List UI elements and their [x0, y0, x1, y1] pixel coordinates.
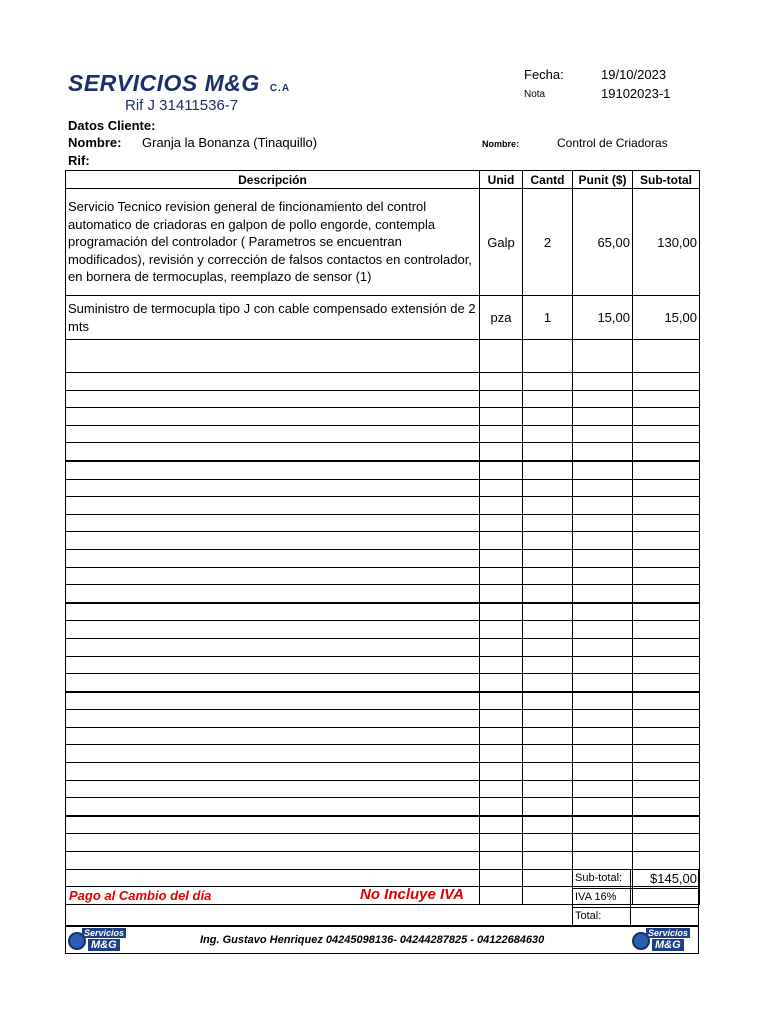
- invoice-footer: [65, 869, 699, 926]
- empty-cell: [523, 443, 573, 461]
- total-label: Total:: [572, 907, 631, 926]
- client-name-label: Nombre:: [68, 135, 122, 150]
- total-value: [632, 907, 699, 926]
- empty-cell: [523, 710, 573, 728]
- empty-cell: [523, 763, 573, 781]
- empty-cell: [573, 674, 633, 692]
- empty-cell: [523, 798, 573, 816]
- invoice-table: [65, 170, 700, 905]
- empty-cell: [633, 798, 700, 816]
- client-rif-label: Rif:: [68, 153, 90, 168]
- empty-row: [66, 798, 700, 816]
- empty-cell: [66, 461, 480, 479]
- empty-cell: [480, 425, 523, 443]
- empty-cell: [66, 674, 480, 692]
- empty-row: [66, 603, 700, 621]
- empty-cell: [633, 638, 700, 656]
- empty-cell: [66, 390, 480, 408]
- empty-cell: [66, 780, 480, 798]
- empty-cell: [633, 745, 700, 763]
- header-subtotal: Sub-total: [633, 171, 700, 189]
- empty-cell: [66, 816, 480, 834]
- empty-cell: [573, 780, 633, 798]
- empty-row: [66, 390, 700, 408]
- empty-cell: [633, 763, 700, 781]
- empty-cell: [66, 425, 480, 443]
- subtotal-label: Sub-total:: [572, 869, 631, 888]
- empty-cell: [573, 567, 633, 585]
- service-name-value: Control de Criadoras: [557, 136, 668, 150]
- empty-cell: [66, 532, 480, 550]
- empty-cell: [573, 425, 633, 443]
- empty-cell: [633, 603, 700, 621]
- empty-cell: [66, 656, 480, 674]
- empty-row: [66, 621, 700, 639]
- iva-value: [632, 888, 699, 907]
- empty-cell: [66, 798, 480, 816]
- contact-bar: [65, 926, 699, 954]
- empty-cell: [523, 340, 573, 373]
- empty-cell: [523, 461, 573, 479]
- empty-cell: [573, 497, 633, 515]
- empty-cell: [523, 674, 573, 692]
- empty-cell: [66, 443, 480, 461]
- empty-cell: [573, 532, 633, 550]
- row-description: Suministro de termocupla tipo J con cable compensado extensión de 2 mts: [66, 296, 480, 340]
- empty-cell: [573, 479, 633, 497]
- nota-label: Nota: [524, 89, 546, 100]
- empty-cell: [633, 621, 700, 639]
- empty-row: [66, 638, 700, 656]
- empty-row: [66, 763, 700, 781]
- empty-cell: [480, 479, 523, 497]
- header-punit: Punit ($): [573, 171, 633, 189]
- empty-cell: [523, 373, 573, 391]
- row-unit-price: 15,00: [573, 296, 633, 340]
- footer-logo-right: [632, 929, 696, 951]
- empty-row: [66, 656, 700, 674]
- empty-cell: [573, 763, 633, 781]
- empty-cell: [633, 692, 700, 710]
- empty-cell: [573, 461, 633, 479]
- empty-cell: [523, 852, 573, 870]
- empty-cell: [66, 373, 480, 391]
- empty-cell: [523, 603, 573, 621]
- empty-row: [66, 834, 700, 852]
- empty-row: [66, 816, 700, 834]
- empty-cell: [633, 816, 700, 834]
- empty-cell: [66, 745, 480, 763]
- subtotal-value: $145,00: [650, 871, 697, 886]
- empty-cell: [66, 603, 480, 621]
- empty-cell: [523, 479, 573, 497]
- empty-cell: [573, 798, 633, 816]
- empty-cell: [480, 443, 523, 461]
- empty-cell: [480, 603, 523, 621]
- client-name-value: Granja la Bonanza (Tinaquillo): [142, 135, 318, 150]
- empty-cell: [633, 425, 700, 443]
- empty-cell: [573, 603, 633, 621]
- table-row: [66, 189, 700, 296]
- empty-cell: [633, 780, 700, 798]
- empty-cell: [480, 780, 523, 798]
- empty-cell: [66, 710, 480, 728]
- footer-logo-text-1: Servicios: [648, 928, 689, 938]
- company-suffix: C.A: [269, 83, 291, 94]
- empty-cell: [523, 780, 573, 798]
- header-descripcion: Descripción: [66, 171, 480, 189]
- table-header-row: [66, 171, 700, 189]
- empty-cell: [480, 852, 523, 870]
- empty-row: [66, 710, 700, 728]
- empty-cell: [633, 656, 700, 674]
- total-row: [572, 907, 699, 926]
- empty-cell: [573, 621, 633, 639]
- empty-cell: [633, 340, 700, 373]
- empty-cell: [523, 727, 573, 745]
- empty-cell: [523, 621, 573, 639]
- nota-value: 19102023-1: [601, 86, 671, 101]
- empty-cell: [523, 532, 573, 550]
- empty-cell: [480, 710, 523, 728]
- fecha-label: Fecha:: [524, 67, 564, 82]
- empty-row: [66, 585, 700, 603]
- empty-cell: [523, 638, 573, 656]
- iva-label: IVA 16%: [572, 888, 631, 907]
- empty-cell: [66, 834, 480, 852]
- empty-cell: [523, 585, 573, 603]
- totals-box: [572, 869, 700, 926]
- empty-row: [66, 373, 700, 391]
- empty-row: [66, 674, 700, 692]
- empty-cell: [573, 340, 633, 373]
- empty-cell: [573, 549, 633, 567]
- empty-cell: [480, 816, 523, 834]
- empty-cell: [633, 710, 700, 728]
- empty-cell: [523, 656, 573, 674]
- company-name: SERVICIOS M&G: [68, 70, 260, 96]
- empty-cell: [480, 461, 523, 479]
- empty-row: [66, 780, 700, 798]
- fecha-value: 19/10/2023: [601, 67, 667, 82]
- empty-cell: [66, 479, 480, 497]
- empty-cell: [633, 852, 700, 870]
- empty-cell: [523, 514, 573, 532]
- empty-row: [66, 692, 700, 710]
- empty-cell: [66, 408, 480, 426]
- empty-row: [66, 408, 700, 426]
- empty-row: [66, 514, 700, 532]
- empty-cell: [480, 585, 523, 603]
- empty-cell: [66, 340, 480, 373]
- header-cantd: Cantd: [523, 171, 573, 189]
- contact-text: Ing. Gustavo Henriquez 04245098136- 04244287825 - 04122684630: [200, 934, 545, 946]
- empty-cell: [633, 532, 700, 550]
- row-quantity: 1: [523, 296, 573, 340]
- footer-logo-text-1: Servicios: [84, 928, 125, 938]
- empty-cell: [480, 727, 523, 745]
- empty-cell: [633, 443, 700, 461]
- empty-cell: [633, 479, 700, 497]
- empty-cell: [633, 408, 700, 426]
- empty-cell: [66, 585, 480, 603]
- empty-cell: [480, 656, 523, 674]
- empty-cell: [480, 549, 523, 567]
- empty-row: [66, 532, 700, 550]
- empty-cell: [480, 532, 523, 550]
- empty-cell: [480, 745, 523, 763]
- empty-row: [66, 425, 700, 443]
- empty-cell: [66, 621, 480, 639]
- empty-cell: [66, 763, 480, 781]
- empty-cell: [66, 549, 480, 567]
- subtotal-row: [572, 869, 699, 889]
- table-row: [66, 296, 700, 340]
- empty-cell: [480, 638, 523, 656]
- footer-logo-text-2: M&G: [652, 939, 684, 951]
- empty-cell: [480, 674, 523, 692]
- empty-cell: [633, 727, 700, 745]
- empty-row: [66, 497, 700, 515]
- payment-note: Pago al Cambio del día: [69, 888, 212, 903]
- service-name-label: Nombre:: [482, 139, 520, 149]
- company-rif: Rif J 31411536-7: [125, 97, 239, 114]
- empty-cell: [480, 390, 523, 408]
- empty-cell: [573, 852, 633, 870]
- empty-cell: [480, 798, 523, 816]
- empty-cell: [633, 497, 700, 515]
- empty-cell: [573, 727, 633, 745]
- footer-logo-text-2: M&G: [88, 939, 120, 951]
- empty-cell: [66, 638, 480, 656]
- empty-row: [66, 479, 700, 497]
- empty-cell: [523, 497, 573, 515]
- row-unit-price: 65,00: [573, 189, 633, 296]
- empty-row: [66, 443, 700, 461]
- company-logo: [68, 70, 290, 97]
- empty-cell: [573, 514, 633, 532]
- empty-cell: [573, 373, 633, 391]
- empty-cell: [523, 408, 573, 426]
- empty-cell: [480, 621, 523, 639]
- empty-cell: [633, 514, 700, 532]
- empty-cell: [66, 514, 480, 532]
- empty-cell: [66, 692, 480, 710]
- empty-cell: [480, 408, 523, 426]
- empty-cell: [573, 745, 633, 763]
- empty-cell: [66, 567, 480, 585]
- row-subtotal: 130,00: [633, 189, 700, 296]
- empty-row: [66, 852, 700, 870]
- iva-note: No Incluye IVA: [360, 886, 464, 903]
- empty-cell: [633, 674, 700, 692]
- empty-cell: [480, 373, 523, 391]
- empty-cell: [573, 585, 633, 603]
- empty-cell: [480, 763, 523, 781]
- empty-cell: [573, 390, 633, 408]
- empty-cell: [573, 834, 633, 852]
- empty-cell: [523, 816, 573, 834]
- empty-row: [66, 549, 700, 567]
- empty-cell: [480, 497, 523, 515]
- empty-cell: [66, 727, 480, 745]
- empty-cell: [480, 692, 523, 710]
- empty-cell: [523, 549, 573, 567]
- empty-cell: [480, 567, 523, 585]
- row-description: Servicio Tecnico revision general de fincionamiento del control automatico de criadoras en galpon de pollo engorde, contempla programación del controlador ( Parametros se encuentran modificados), revisión y corrección de falsos contactos en controlador, en bornera de termocuplas, reemplazo de sensor (1): [66, 189, 480, 296]
- empty-cell: [633, 461, 700, 479]
- iva-row: [572, 888, 699, 908]
- empty-row: [66, 340, 700, 373]
- empty-cell: [523, 745, 573, 763]
- empty-cell: [573, 638, 633, 656]
- client-section-label: Datos Cliente:: [68, 118, 156, 133]
- empty-cell: [633, 549, 700, 567]
- empty-cell: [480, 514, 523, 532]
- empty-cell: [633, 373, 700, 391]
- row-unit: pza: [480, 296, 523, 340]
- empty-cell: [523, 834, 573, 852]
- row-unit: Galp: [480, 189, 523, 296]
- empty-cell: [573, 816, 633, 834]
- empty-cell: [523, 692, 573, 710]
- empty-cell: [573, 443, 633, 461]
- empty-cell: [633, 834, 700, 852]
- empty-cell: [523, 425, 573, 443]
- empty-cell: [480, 834, 523, 852]
- empty-cell: [573, 408, 633, 426]
- empty-row: [66, 727, 700, 745]
- empty-cell: [66, 497, 480, 515]
- empty-row: [66, 461, 700, 479]
- empty-cell: [633, 390, 700, 408]
- empty-cell: [573, 656, 633, 674]
- header-unid: Unid: [480, 171, 523, 189]
- empty-row: [66, 567, 700, 585]
- empty-cell: [633, 585, 700, 603]
- row-subtotal: 15,00: [633, 296, 700, 340]
- empty-cell: [523, 567, 573, 585]
- footer-logo-left: [68, 929, 132, 951]
- empty-cell: [480, 340, 523, 373]
- empty-row: [66, 745, 700, 763]
- row-quantity: 2: [523, 189, 573, 296]
- empty-cell: [66, 852, 480, 870]
- empty-cell: [573, 710, 633, 728]
- empty-cell: [523, 390, 573, 408]
- empty-cell: [633, 567, 700, 585]
- empty-cell: [573, 692, 633, 710]
